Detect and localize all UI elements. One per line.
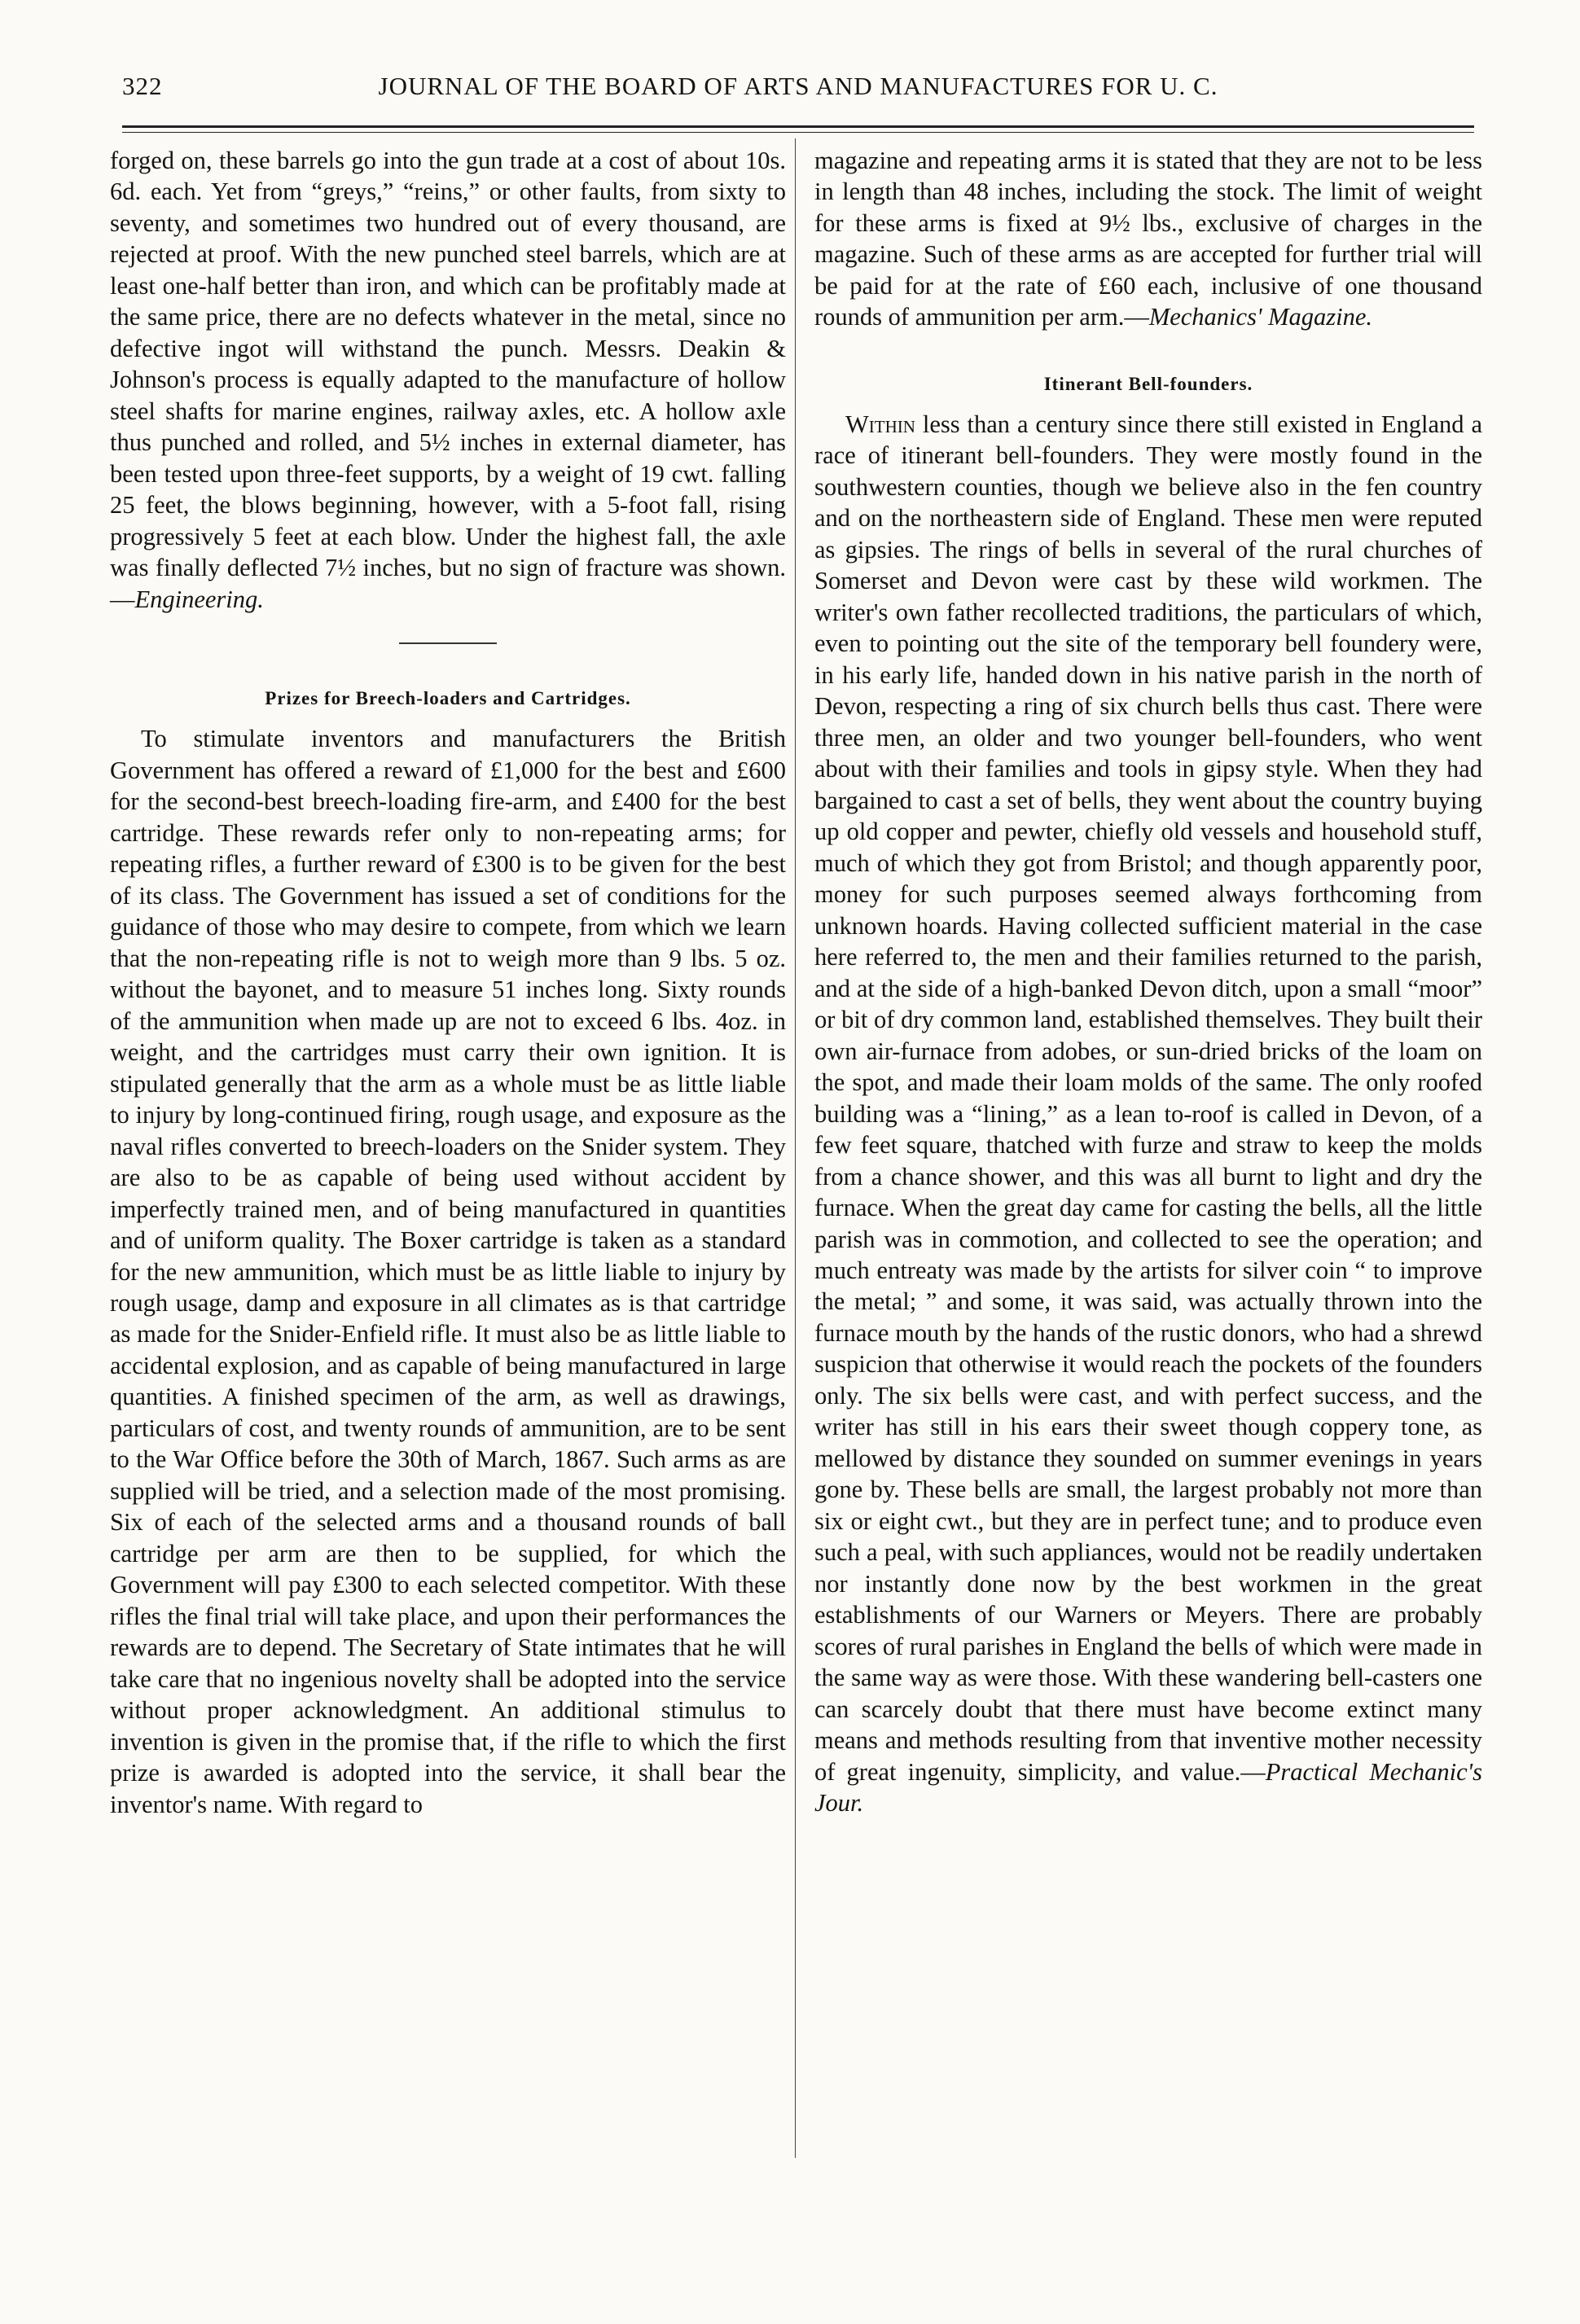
- section-heading: Prizes for Breech-loaders and Cartridges.: [265, 688, 631, 709]
- running-title: JOURNAL OF THE BOARD OF ARTS AND MANUFACTURES FOR U. C.: [378, 72, 1218, 100]
- article-paragraph: [814, 409, 1482, 1819]
- page-header: [122, 72, 1474, 112]
- article-paragraph: To stimulate inventors and manufacturers the British Government has offered a reward of £1,000 for the best and £600 for the second-best breech-loading fire-arm, and £400 for the best cartridge. These rewards refer only to non-repeating arms; for repeating rifles, a further reward of £300 is to be given for the best of its class. The Government has issued a set of conditions for the guidance of those who may desire to compete, from which we learn that the non-repeating rifle is not to weigh more than 9 lbs. 5 oz. without the bayonet, and to measure 51 inches long. Sixty rounds of the ammunition when made up are not to exceed 6 lbs. 4oz. in weight, and the cartridges must carry their own ignition. It is stipulated generally that the arm as a whole must be as little liable to injury by long-continued firing, rough usage, and exposure as the naval rifles converted to breech-loaders on the Snider system. They are also to be as capable of being used without accident by imperfectly trained men, and of being manufactured in quantities and of uniform quality. The Boxer cartridge is taken as a standard for the new ammunition, which must be as little liable to injury by rough usage, damp and exposure in all climates as is that cartridge as made for the Snider-Enfield rifle. It must also be as little liable to accidental explosion, and as capable of being manufactured in large quantities. A finished specimen of the arm, as well as drawings, particulars of cost, and twenty rounds of ammunition, are to be sent to the War Office before the 30th of March, 1867. Such arms as are supplied will be tried, and a selection made of the most promising. Six of each of the selected arms and a thousand rounds of ball cartridge per arm are then to be supplied, for which the Government will pay £300 to each selected competitor. With these rifles the final trial will take place, and upon their performances the rewards are to depend. The Secretary of State intimates that he will take care that no ingenious novelty shall be adopted into the service without proper acknowledgment. An additional stimulus to invention is given in the promise that, if the rifle to which the first prize is awarded is adopted into the service, it shall bear the inventor's name. With regard to: [110, 725, 786, 1818]
- article-paragraph: [814, 145, 1482, 333]
- source-attribution: Practical Mechanic's Jour.: [814, 1757, 1482, 1818]
- paragraph-text: forged on, these barrels go into the gun trade at a cost of about 10s. 6d. each. Yet from “greys,” “reins,” or other faults, from sixty to seventy, and sometimes two hundred out of every thousand, are rejected at proof. With the new punched steel barrels, which are at least one-half better than iron, and which can be profitably made at the same price, there are no defects whatever in the metal, since no defective ingot will withstand the punch. Messrs. Deakin & Johnson's process is equally adapted to the manufacture of hollow steel shafts for marine engines, railway axles, etc. A hollow axle thus punched and rolled, and 5½ inches in external diameter, has been tested upon three-feet supports, by a weight of 19 cwt. falling 25 feet, the blows beginning, however, with a 5-foot fall, rising progressively 5 feet at each blow. Under the highest fall, the axle was finally deflected 7½ inches, but no sign of fracture was shown.—: [110, 147, 786, 613]
- lead-word: Within: [845, 410, 915, 438]
- right-column: [814, 145, 1482, 1819]
- section-divider: [399, 642, 497, 644]
- header-rule: [122, 125, 1474, 128]
- source-attribution: Engineering.: [134, 585, 264, 613]
- section-heading: Itinerant Bell-founders.: [1043, 373, 1253, 394]
- column-divider: [795, 138, 796, 2158]
- header-rule-thin: [122, 132, 1474, 133]
- paragraph-text: less than a century since there still existed in England a race of itinerant bell-founders. They were mostly found in the southwestern counties, though we believe also in the fen country and on the northeastern side of England. These men were reputed as gipsies. The rings of bells in several of the rural churches of Somerset and Devon were cast by these wild workmen. The writer's own father recollected traditions, the particulars of which, even to pointing out the site of the temporary bell foundery were, in his early life, handed down in his native parish in the north of Devon, respecting a ring of six church bells thus cast. There were three men, an older and two younger bell-founders, who went about with their families and tools in gipsy style. When they had bargained to cast a set of bells, they went about the country buying up old copper and pewter, chiefly old vessels and household stuff, much of which they got from Bristol; and though apparently poor, money for such purposes seemed always forthcoming from unknown hoards. Having collected sufficient material in the case here referred to, the men and their families returned to the parish, and at the side of a high-banked Devon ditch, upon a small “moor” or bit of dry common land, established themselves. They built their own air-furnace from adobes, or sun-dried bricks of the loam on the spot, and made their loam molds of the same. The only roofed building was a “lining,” as a lean to-roof is called in Devon, of a few feet square, thatched with furze and straw to keep the molds from a chance shower, and this was all burnt to light and dry the furnace. When the great day came for casting the bells, all the little parish was in commotion, and collected to see the operation; and much entreaty was made by the artists for silver coin “ to improve the metal; ” and some, it was said, was actually thrown into the furnace mouth by the hands of the rustic donors, who had a shrewd suspicion that otherwise it would reach the pockets of the founders only. The six bells were cast, and with perfect success, and the writer has still in his ears their sweet though coppery tone, as mellowed by distance they sounded on summer evenings in years gone by. These bells are small, the largest probably not more than six or eight cwt., but they are in perfect tune; and to produce even such a peal, with such appliances, would not be readily undertaken nor instantly done now by the best workmen in the great establishments of our Warners or Meyers. There are probably scores of rural parishes in England the bells of which were made in the same way as were those. With these wandering bell-casters one can scarcely doubt that there must have become extinct many means and methods resulting from that inventive mother necessity of great ingenuity, simplicity, and value.—: [814, 410, 1482, 1786]
- page-number: 322: [122, 72, 163, 100]
- paragraph-text: magazine and repeating arms it is stated that they are not to be less in length than 48 inches, including the stock. The limit of weight for these arms is fixed at 9½ lbs., exclusive of charges in the magazine. Such of these arms as are accepted for further trial will be paid for at the rate of £60 each, inclusive of one thousand rounds of ammunition per arm.—: [814, 147, 1482, 331]
- article-paragraph: [110, 145, 786, 615]
- left-column: [110, 145, 786, 1820]
- source-attribution: Mechanics' Magazine.: [1148, 303, 1373, 331]
